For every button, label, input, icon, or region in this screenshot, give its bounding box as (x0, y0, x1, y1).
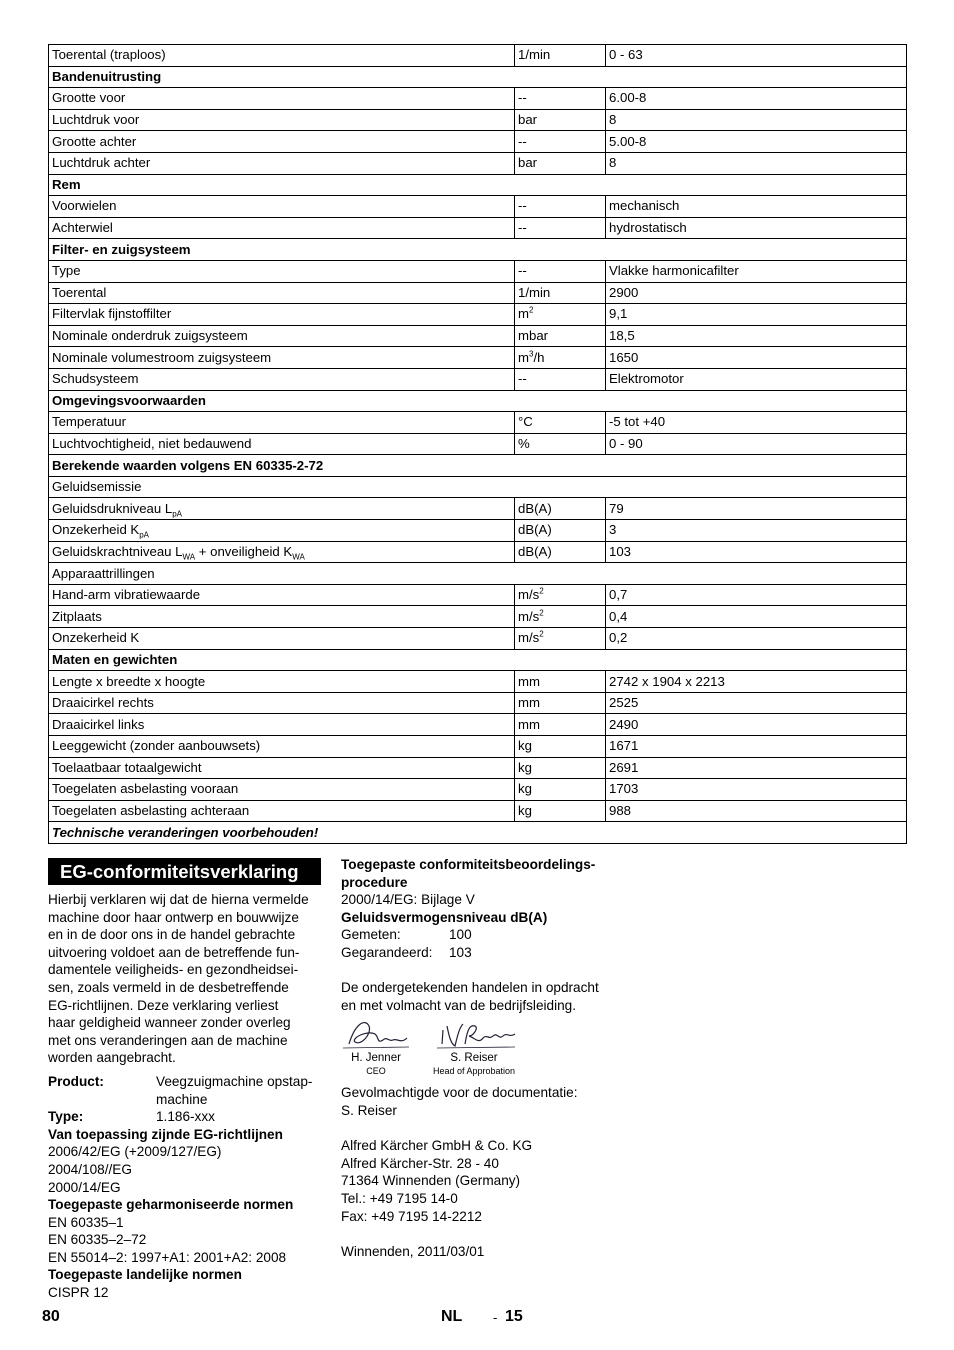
row-value: 8 (606, 109, 907, 131)
row-unit: kg (515, 736, 606, 758)
row-value: 1703 (606, 779, 907, 801)
row-label: Filter- en zuigsysteem (49, 239, 907, 261)
row-label: Temperatuur (49, 412, 515, 434)
row-value: 2525 (606, 692, 907, 714)
row-value: 2490 (606, 714, 907, 736)
row-label: Hand-arm vibratiewaarde (49, 584, 515, 606)
row-unit: $m^3/h$ (515, 347, 606, 369)
row-label: Lengte x breedte x hoogte (49, 671, 515, 693)
row-value: mechanisch (606, 196, 907, 218)
row-value: 79 (606, 498, 907, 520)
table-row (49, 779, 907, 801)
row-unit: -- (515, 88, 606, 110)
row-value: Vlakke harmonicafilter (606, 260, 907, 282)
row-unit: mm (515, 692, 606, 714)
section-row (49, 239, 907, 261)
row-label: Draaicirkel links (49, 714, 515, 736)
measured-field: Gemeten: 100 (341, 927, 472, 943)
row-label: Geluidsemissie (49, 476, 907, 498)
table-row (49, 131, 907, 153)
row-value: 0,4 (606, 606, 907, 628)
row-unit: % (515, 433, 606, 455)
table-row (49, 88, 907, 110)
table-row (49, 757, 907, 779)
row-label: Onzekerheid $K_{pA}$ (49, 520, 515, 542)
row-value: 18,5 (606, 325, 907, 347)
row-value: hydrostatisch (606, 217, 907, 239)
row-unit: mm (515, 714, 606, 736)
row-value: 5.00-8 (606, 131, 907, 153)
row-label: Grootte achter (49, 131, 515, 153)
table-row (49, 304, 907, 326)
table-row (49, 714, 907, 736)
table-row (49, 433, 907, 455)
row-unit: kg (515, 800, 606, 822)
section-row (49, 174, 907, 196)
declaration-left-column: Hierbij verklaren wij dat de hierna vermelde machine door haar ontwerp en bouwwijze en in de door ons in de handel gebrachte uitvoering voldoet aan de betreffende fun- damentele veiligheids- en gezondheidsei- sen, zoals vermeld in de desbetreffende EG-richtlijnen. Deze verklaring verliest haar geldigheid wanneer zonder overleg met ons veranderingen aan de machine worden aangebracht. Product: Veegzuigmachine opstap- machine Type: 1.186-xxx Van toepassing zijnde EG-richtlijnen 2006/42/EG (+2009/127/EG) 2004/108//EG 2000/14/EG Toegepaste geharmoniseerde normen EN 60335–1 EN 60335–2–72 EN 55014–2: 1997+A1: 2001+A2: 2008 Toegepaste landelijke normen CISPR 12 (48, 891, 320, 1302)
row-value: 9,1 (606, 304, 907, 326)
row-value: 2742 x 1904 x 2213 (606, 671, 907, 693)
row-label: Rem (49, 174, 907, 196)
table-row (49, 196, 907, 218)
row-label: Type (49, 260, 515, 282)
row-label: Toelaatbaar totaalgewicht (49, 757, 515, 779)
row-value: -5 tot +40 (606, 412, 907, 434)
row-unit: -- (515, 368, 606, 390)
table-row (49, 260, 907, 282)
row-value: 8 (606, 152, 907, 174)
row-unit: dB(A) (515, 498, 606, 520)
row-unit: dB(A) (515, 541, 606, 563)
section-row (49, 649, 907, 671)
section-row (49, 455, 907, 477)
row-unit: 1/min (515, 45, 606, 67)
row-unit: 1/min (515, 282, 606, 304)
row-value: 103 (606, 541, 907, 563)
row-label: Luchtdruk voor (49, 109, 515, 131)
row-unit: -- (515, 131, 606, 153)
row-label: Technische veranderingen voorbehouden! (49, 822, 907, 844)
row-label: Draaicirkel rechts (49, 692, 515, 714)
table-row (49, 109, 907, 131)
declaration-intro: Hierbij verklaren wij dat de hierna vermelde machine door haar ontwerp en bouwwijze en in de door ons in de handel gebrachte uitvoering voldoet aan de betreffende fun- damentele veiligheids- en gezondheidsei- sen, zoals vermeld in de desbetreffende EG-richtlijnen. Deze verklaring verliest haar geldigheid wanneer zonder overleg met ons veranderingen aan de machine worden aangebracht. (48, 892, 309, 1066)
row-value: 0,7 (606, 584, 907, 606)
language-code: NL (441, 1308, 463, 1325)
procedure-heading: Toegepaste conformiteitsbeoordelings- procedure (341, 857, 596, 890)
table-row (49, 584, 907, 606)
row-label: Nominale onderdruk zuigsysteem (49, 325, 515, 347)
row-label: Toegelaten asbelasting achteraan (49, 800, 515, 822)
row-unit: mm (515, 671, 606, 693)
section-row (49, 390, 907, 412)
signature-reiser: S. Reiser Head of Approbation (429, 1016, 519, 1077)
note-row (49, 822, 907, 844)
row-value: 1650 (606, 347, 907, 369)
page-number: 80 (42, 1308, 60, 1325)
table-row (49, 45, 907, 67)
national-heading: Toegepaste landelijke normen (48, 1267, 242, 1283)
table-row (49, 282, 907, 304)
table-row (49, 368, 907, 390)
place-date: Winnenden, 2011/03/01 (341, 1243, 485, 1259)
row-label: Toegelaten asbelasting vooraan (49, 779, 515, 801)
row-unit: mbar (515, 325, 606, 347)
row-label: Onzekerheid K (49, 628, 515, 650)
table-row (49, 671, 907, 693)
signatories-text: De ondergetekenden handelen in opdracht en met volmacht van de bedrijfsleiding. (341, 980, 599, 1013)
row-label: Berekende waarden volgens EN 60335-2-72 (49, 455, 907, 477)
row-unit: -- (515, 260, 606, 282)
handwritten-signature-icon (341, 1016, 411, 1052)
row-label: Grootte voor (49, 88, 515, 110)
table-row (49, 412, 907, 434)
row-label: Bandenuitrusting (49, 66, 907, 88)
row-unit: $m/s^2$ (515, 628, 606, 650)
row-value: 2691 (606, 757, 907, 779)
row-value: 0 - 63 (606, 45, 907, 67)
row-value: 988 (606, 800, 907, 822)
guaranteed-field: Gegarandeerd: 103 (341, 944, 472, 960)
declaration-heading: EG-conformiteitsverklaring (48, 858, 321, 885)
section-row (49, 66, 907, 88)
table-row (49, 520, 907, 542)
row-label: Geluidskrachtniveau $L_{WA}$ + onveiligheid $K_{WA}$ (49, 541, 515, 563)
row-label: Achterwiel (49, 217, 515, 239)
row-label: Luchtdruk achter (49, 152, 515, 174)
signatures (341, 1016, 631, 1084)
table-row (49, 800, 907, 822)
row-label: Toerental (traploos) (49, 45, 515, 67)
row-label: Luchtvochtigheid, niet bedauwend (49, 433, 515, 455)
product-field: Product: Veegzuigmachine opstap- machine (48, 1073, 313, 1107)
documentation-authority: Gevolmachtigde voor de documentatie: S. Reiser (341, 1085, 578, 1118)
table-row (49, 498, 907, 520)
row-unit: -- (515, 217, 606, 239)
table-row (49, 217, 907, 239)
row-label: Voorwielen (49, 196, 515, 218)
row-unit: dB(A) (515, 520, 606, 542)
row-value: 1671 (606, 736, 907, 758)
table-row (49, 325, 907, 347)
table-row (49, 606, 907, 628)
row-label: Leeggewicht (zonder aanbouwsets) (49, 736, 515, 758)
row-unit: $m^2$ (515, 304, 606, 326)
row-label: Geluidsdrukniveau $L_{pA}$ (49, 498, 515, 520)
page-separator: - (493, 1310, 498, 1325)
row-value: 3 (606, 520, 907, 542)
row-value: 6.00-8 (606, 88, 907, 110)
row-unit: kg (515, 779, 606, 801)
type-field: Type: 1.186-xxx (48, 1109, 215, 1125)
company-address: Alfred Kärcher GmbH & Co. KG Alfred Kärcher-Str. 28 - 40 71364 Winnenden (Germany) Tel.: +49 7195 14-0 Fax: +49 7195 14-2212 (341, 1138, 533, 1224)
row-label: Zitplaats (49, 606, 515, 628)
row-unit: $m/s^2$ (515, 606, 606, 628)
row-unit: °C (515, 412, 606, 434)
table-row (49, 692, 907, 714)
sub-page-number: 15 (505, 1308, 523, 1325)
row-value: 2900 (606, 282, 907, 304)
row-label: Schudsysteem (49, 368, 515, 390)
table-row (49, 347, 907, 369)
table-row (49, 628, 907, 650)
row-unit: kg (515, 757, 606, 779)
row-unit: bar (515, 109, 606, 131)
directives-heading: Van toepassing zijnde EG-richtlijnen (48, 1126, 283, 1142)
sound-heading: Geluidsvermogensniveau dB(A) (341, 909, 548, 925)
table-row (49, 541, 907, 563)
row-label: Maten en gewichten (49, 649, 907, 671)
row-label: Toerental (49, 282, 515, 304)
table-row (49, 152, 907, 174)
procedure-value: 2000/14/EG: Bijlage V (341, 892, 475, 908)
row-label: Apparaattrillingen (49, 563, 907, 585)
row-value: Elektromotor (606, 368, 907, 390)
declaration-right-column (341, 856, 631, 1260)
row-label: Filtervlak fijnstoffilter (49, 304, 515, 326)
row-unit: -- (515, 196, 606, 218)
subheading-row (49, 476, 907, 498)
row-unit: bar (515, 152, 606, 174)
row-label: Omgevingsvoorwaarden (49, 390, 907, 412)
table-row (49, 736, 907, 758)
row-unit: $m/s^2$ (515, 584, 606, 606)
technical-data-table (48, 44, 907, 844)
handwritten-signature-icon (429, 1016, 519, 1052)
signature-jenner: H. Jenner CEO (341, 1016, 411, 1077)
harmonised-heading: Toegepaste geharmoniseerde normen (48, 1197, 294, 1213)
subheading-row (49, 563, 907, 585)
row-label: Nominale volumestroom zuigsysteem (49, 347, 515, 369)
row-value: 0,2 (606, 628, 907, 650)
row-value: 0 - 90 (606, 433, 907, 455)
